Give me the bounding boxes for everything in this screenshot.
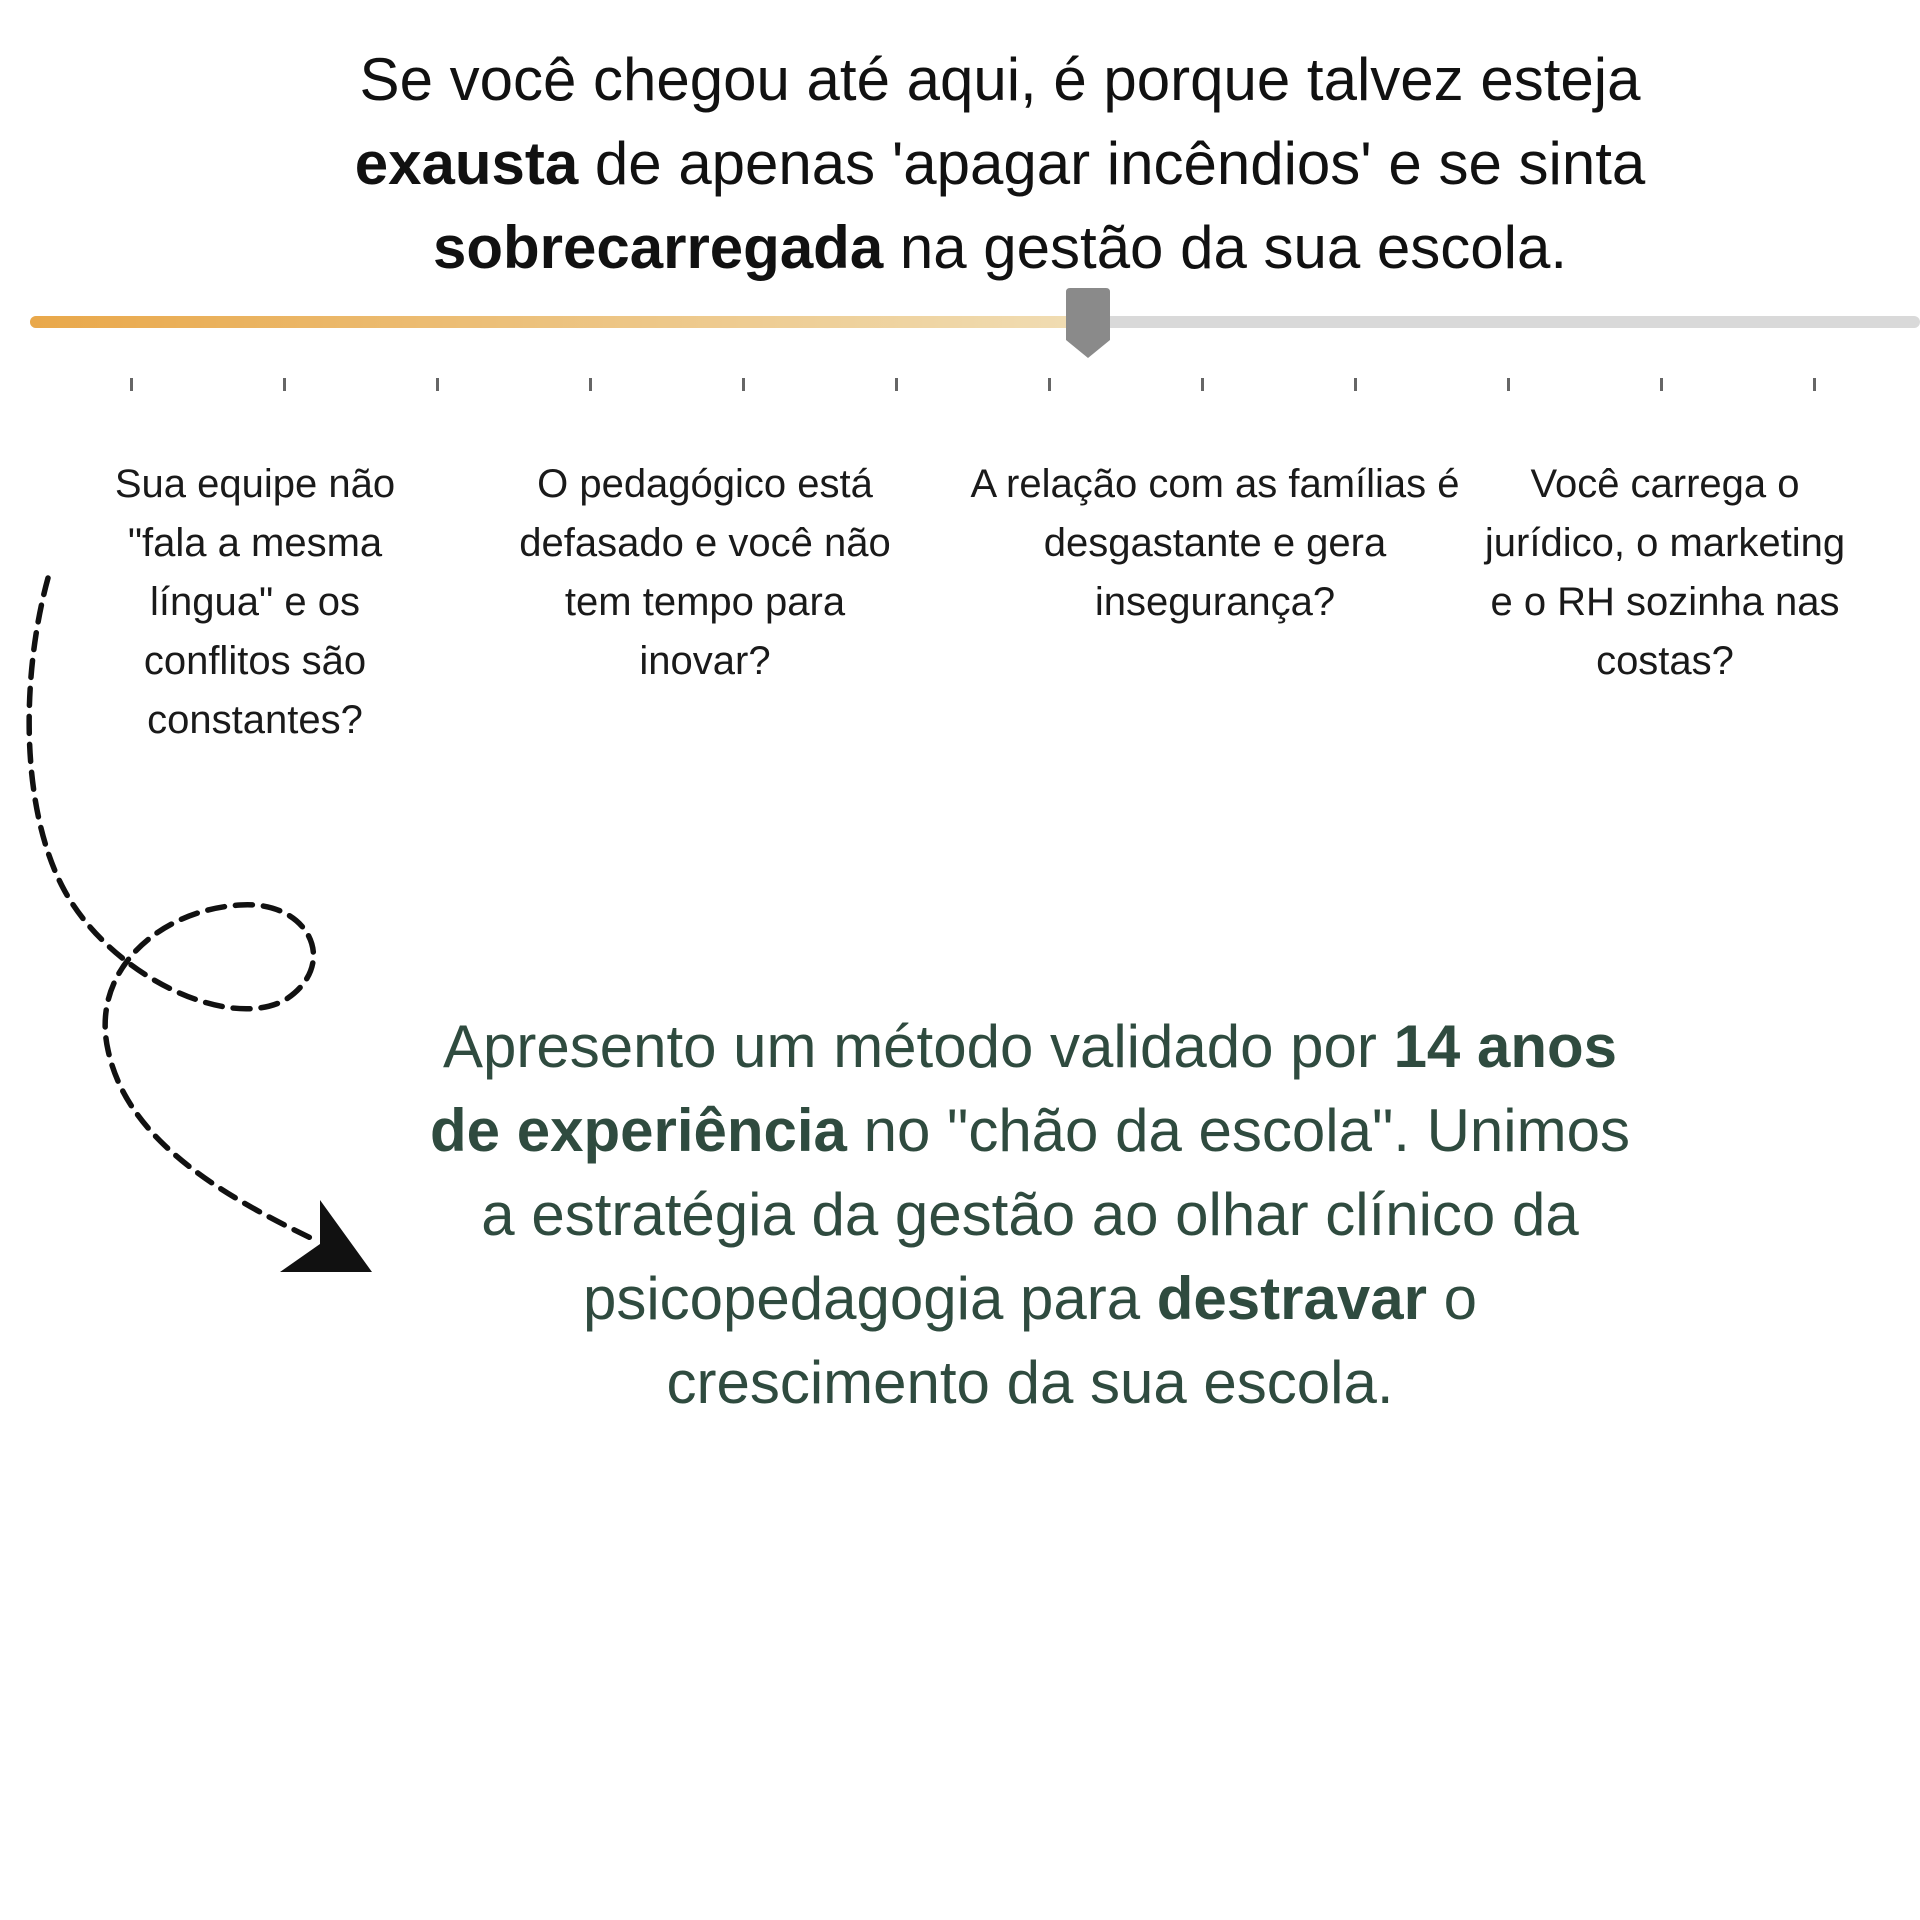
- question-pedagogico: O pedagógico está defasado e você não tem tempo para inovar?: [519, 462, 891, 683]
- slider-tick: [1507, 378, 1510, 391]
- value-proposition: [420, 1005, 1640, 1425]
- slider-tick: [1660, 378, 1663, 391]
- slider-tick: [1813, 378, 1816, 391]
- pitch-text-3: o crescimento da sua escola.: [666, 1265, 1477, 1416]
- pitch-emphasis-destravar: destravar: [1156, 1265, 1427, 1332]
- headline-text-2: de apenas 'apagar incêndios' e se sinta: [578, 130, 1646, 197]
- slider-tick: [1048, 378, 1051, 391]
- question-sobrecarga: Você carrega o jurídico, o marketing e o RH sozinha nas costas?: [1484, 462, 1846, 683]
- slider-thumb[interactable]: [1063, 288, 1113, 360]
- slider-fill: [30, 316, 1088, 328]
- question-equipe: Sua equipe não "fala a mesma língua" e os conflitos são constantes?: [114, 462, 396, 742]
- slider-tick: [283, 378, 286, 391]
- progress-slider[interactable]: [0, 280, 1920, 400]
- headline: [260, 38, 1740, 290]
- arrow-head: [280, 1200, 372, 1272]
- slider-tick: [742, 378, 745, 391]
- slider-tick: [1201, 378, 1204, 391]
- slider-tick: [589, 378, 592, 391]
- headline-emphasis-exausta: exausta: [354, 130, 579, 197]
- headline-text-1: Se você chegou até aqui, é porque talvez esteja: [359, 46, 1641, 113]
- dashed-loop-arrow-icon: [0, 560, 400, 1280]
- slider-tick: [130, 378, 133, 391]
- slider-tick: [1354, 378, 1357, 391]
- headline-text-3: na gestão da sua escola.: [883, 214, 1568, 281]
- slider-thumb-icon: [1063, 288, 1113, 360]
- pitch-text-1: Apresento um método validado por: [442, 1013, 1394, 1080]
- slider-tick: [436, 378, 439, 391]
- question-familias: A relação com as famílias é desgastante e gera insegurança?: [970, 462, 1460, 624]
- arrow-dashed-path: [29, 578, 315, 1240]
- pitch-emphasis-experiencia: 14 anos de experiência: [430, 1013, 1618, 1164]
- headline-emphasis-sobrecarregada: sobrecarregada: [432, 214, 884, 281]
- pitch-text-2: no "chão da escola". Unimos a estratégia da gestão ao olhar clínico da psicopedagogia para: [481, 1097, 1630, 1332]
- slider-tick: [895, 378, 898, 391]
